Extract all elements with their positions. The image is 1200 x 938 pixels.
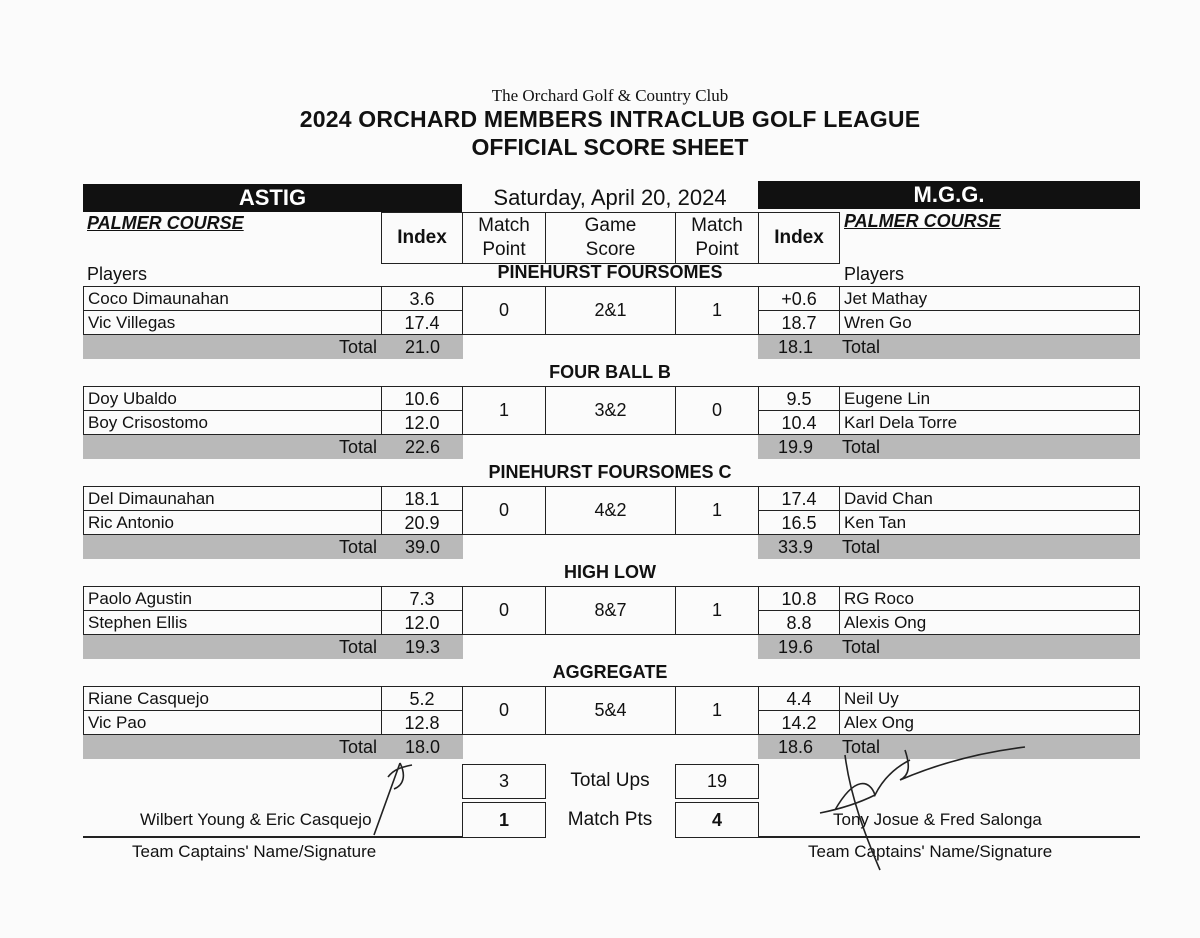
match-pts-label: Match Pts [567,809,653,830]
right-total-value: 19.9 [778,437,814,457]
right-player-name: Alexis Ong [839,610,1140,635]
league-title: 2024 ORCHARD MEMBERS INTRACLUB GOLF LEAGUE [299,106,921,132]
game-score: 8&7 [545,586,676,635]
left-player-index: 12.0 [381,610,463,635]
left-player-name: Stephen Ellis [83,610,382,635]
match-date: Saturday, April 20, 2024 [462,184,758,213]
right-player-index: 16.5 [758,510,840,535]
left-match-point: 1 [462,386,546,435]
match-format: FOUR BALL B [549,362,671,382]
left-total-value: 21.0 [405,337,441,357]
left-signature-mark [360,755,430,845]
left-player-name: Coco Dimaunahan [83,286,382,311]
right-total-row [758,335,1140,359]
right-player-index: 9.5 [758,386,840,411]
right-player-index: 10.4 [758,410,840,435]
right-player-name: Karl Dela Torre [839,410,1140,435]
right-player-index: 17.4 [758,486,840,511]
left-total-value: 22.6 [405,437,441,457]
right-match-point: 1 [675,586,759,635]
left-total-row [83,435,463,459]
right-course: PALMER COURSE [844,211,1001,231]
right-players-label: Players [844,264,905,284]
right-match-pts: 4 [675,802,759,838]
right-player-name: Neil Uy [839,686,1140,711]
right-match-point: 0 [675,386,759,435]
match-point-header-left-line2: Point [482,239,526,260]
left-player-name: Ric Antonio [83,510,382,535]
game-score-header-line2: Score [585,239,636,260]
left-match-point: 0 [462,586,546,635]
index-header-right: Index [758,212,840,264]
left-player-index: 18.1 [381,486,463,511]
right-captain-label: Team Captains' Name/Signature [808,842,1053,861]
left-player-name: Doy Ubaldo [83,386,382,411]
right-total-value: 18.6 [778,737,814,757]
left-total-ups: 3 [462,764,546,799]
sheet-title: OFFICIAL SCORE SHEET [471,134,749,160]
total-label: Total [338,437,377,457]
left-player-index: 7.3 [381,586,463,611]
left-total-row [83,535,463,559]
left-player-name: Riane Casquejo [83,686,382,711]
team-left-name: ASTIG [83,184,462,212]
left-player-name: Vic Pao [83,710,382,735]
left-player-index: 3.6 [381,286,463,311]
total-label: Total [842,337,881,357]
game-score-header-line1: Game [584,215,637,236]
right-player-index: 14.2 [758,710,840,735]
left-player-index: 10.6 [381,386,463,411]
club-name: The Orchard Golf & Country Club [491,86,729,105]
left-captain-names: Wilbert Young & Eric Casquejo [140,810,372,829]
right-total-row [758,635,1140,659]
left-player-name: Del Dimaunahan [83,486,382,511]
left-player-index: 12.8 [381,710,463,735]
right-captain-names: Tony Josue & Fred Salonga [833,810,1042,829]
game-score-header [545,212,676,264]
left-player-name: Vic Villegas [83,310,382,335]
right-total-row [758,435,1140,459]
match-point-header-right [675,212,759,264]
total-label: Total [842,737,881,757]
game-score: 3&2 [545,386,676,435]
total-label: Total [842,537,881,557]
game-score: 4&2 [545,486,676,535]
left-player-index: 12.0 [381,410,463,435]
total-label: Total [338,537,377,557]
right-signature-mark [815,735,1045,875]
right-player-index: 4.4 [758,686,840,711]
total-label: Total [842,437,881,457]
right-player-name: Jet Mathay [839,286,1140,311]
game-score: 2&1 [545,286,676,335]
right-total-row [758,535,1140,559]
left-match-pts: 1 [462,802,546,838]
left-player-name: Boy Crisostomo [83,410,382,435]
right-player-name: RG Roco [839,586,1140,611]
team-right-name: M.G.G. [758,181,1140,209]
match-point-header-left [462,212,546,264]
right-match-point: 1 [675,286,759,335]
left-course: PALMER COURSE [87,213,244,233]
left-total-value: 39.0 [405,537,441,557]
left-match-point: 0 [462,486,546,535]
right-player-name: Wren Go [839,310,1140,335]
left-total-value: 19.3 [405,637,441,657]
right-player-name: Ken Tan [839,510,1140,535]
left-total-value: 18.0 [405,737,441,757]
left-match-point: 0 [462,286,546,335]
game-score: 5&4 [545,686,676,735]
left-players-label: Players [87,264,148,284]
left-player-name: Paolo Agustin [83,586,382,611]
total-label: Total [338,737,377,757]
match-format: AGGREGATE [552,662,668,682]
left-player-index: 17.4 [381,310,463,335]
total-label: Total [338,337,377,357]
right-player-name: Alex Ong [839,710,1140,735]
match-point-header-left-line1: Match [478,215,530,236]
left-player-index: 20.9 [381,510,463,535]
left-player-index: 5.2 [381,686,463,711]
match-format: PINEHURST FOURSOMES [497,262,723,282]
left-total-row [83,335,463,359]
match-format: PINEHURST FOURSOMES C [488,462,732,482]
right-player-index: 18.7 [758,310,840,335]
match-point-header-right-line2: Point [695,239,739,260]
right-total-value: 19.6 [778,637,814,657]
match-point-header-right-line1: Match [691,215,743,236]
right-total-ups: 19 [675,764,759,799]
left-total-row [83,635,463,659]
right-player-index: 10.8 [758,586,840,611]
index-header-left: Index [381,212,463,264]
right-player-name: David Chan [839,486,1140,511]
left-match-point: 0 [462,686,546,735]
right-player-name: Eugene Lin [839,386,1140,411]
right-match-point: 1 [675,686,759,735]
total-ups-label: Total Ups [570,770,650,791]
total-label: Total [338,637,377,657]
right-total-value: 18.1 [778,337,814,357]
total-label: Total [842,637,881,657]
right-player-index: +0.6 [758,286,840,311]
left-captain-label: Team Captains' Name/Signature [132,842,377,861]
right-total-value: 33.9 [778,537,814,557]
right-match-point: 1 [675,486,759,535]
right-player-index: 8.8 [758,610,840,635]
match-format: HIGH LOW [564,562,656,582]
